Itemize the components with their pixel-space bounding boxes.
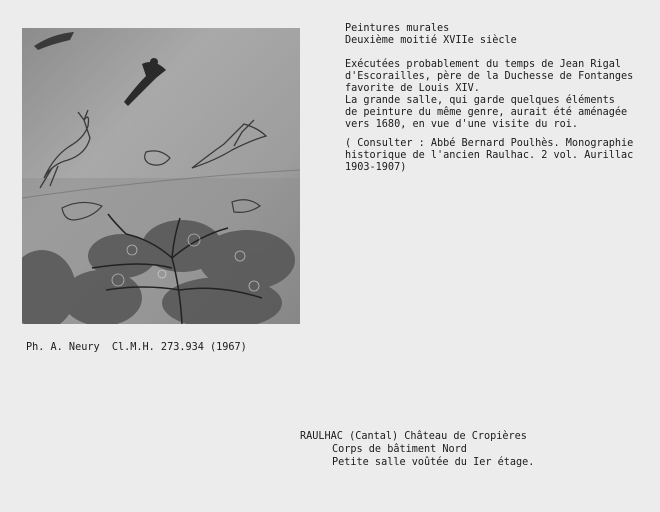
description-line-5: de peinture du même genre, aurait été aménagée (345, 107, 628, 118)
description-line-4: La grande salle, qui garde quelques éléments (345, 95, 615, 106)
description-line-2: d'Escorailles, père de la Duchesse de Fontanges (345, 71, 634, 82)
header-line-2: Deuxième moitié XVIIe siècle (345, 35, 517, 46)
photo-credit: Ph. A. Neury Cl.M.H. 273.934 (1967) (26, 342, 247, 353)
location-line-1: RAULHAC (Cantal) Château de Cropières (300, 431, 527, 442)
reference-line-2: historique de l'ancien Raulhac. 2 vol. Aurillac (345, 150, 634, 161)
location-line-2: Corps de bâtiment Nord (332, 444, 467, 455)
description-line-3: favorite de Louis XIV. (345, 83, 480, 94)
location-line-3: Petite salle voûtée du Ier étage. (332, 457, 535, 468)
reference-line-3: 1903-1907) (345, 162, 407, 173)
description-line-6: vers 1680, en vue d'une visite du roi. (345, 119, 579, 130)
description-line-1: Exécutées probablement du temps de Jean Rigal (345, 59, 622, 70)
header-line-1: Peintures murales (345, 23, 450, 34)
mural-photograph (22, 28, 300, 324)
reference-line-1: ( Consulter : Abbé Bernard Poulhès. Monographie (345, 138, 634, 149)
